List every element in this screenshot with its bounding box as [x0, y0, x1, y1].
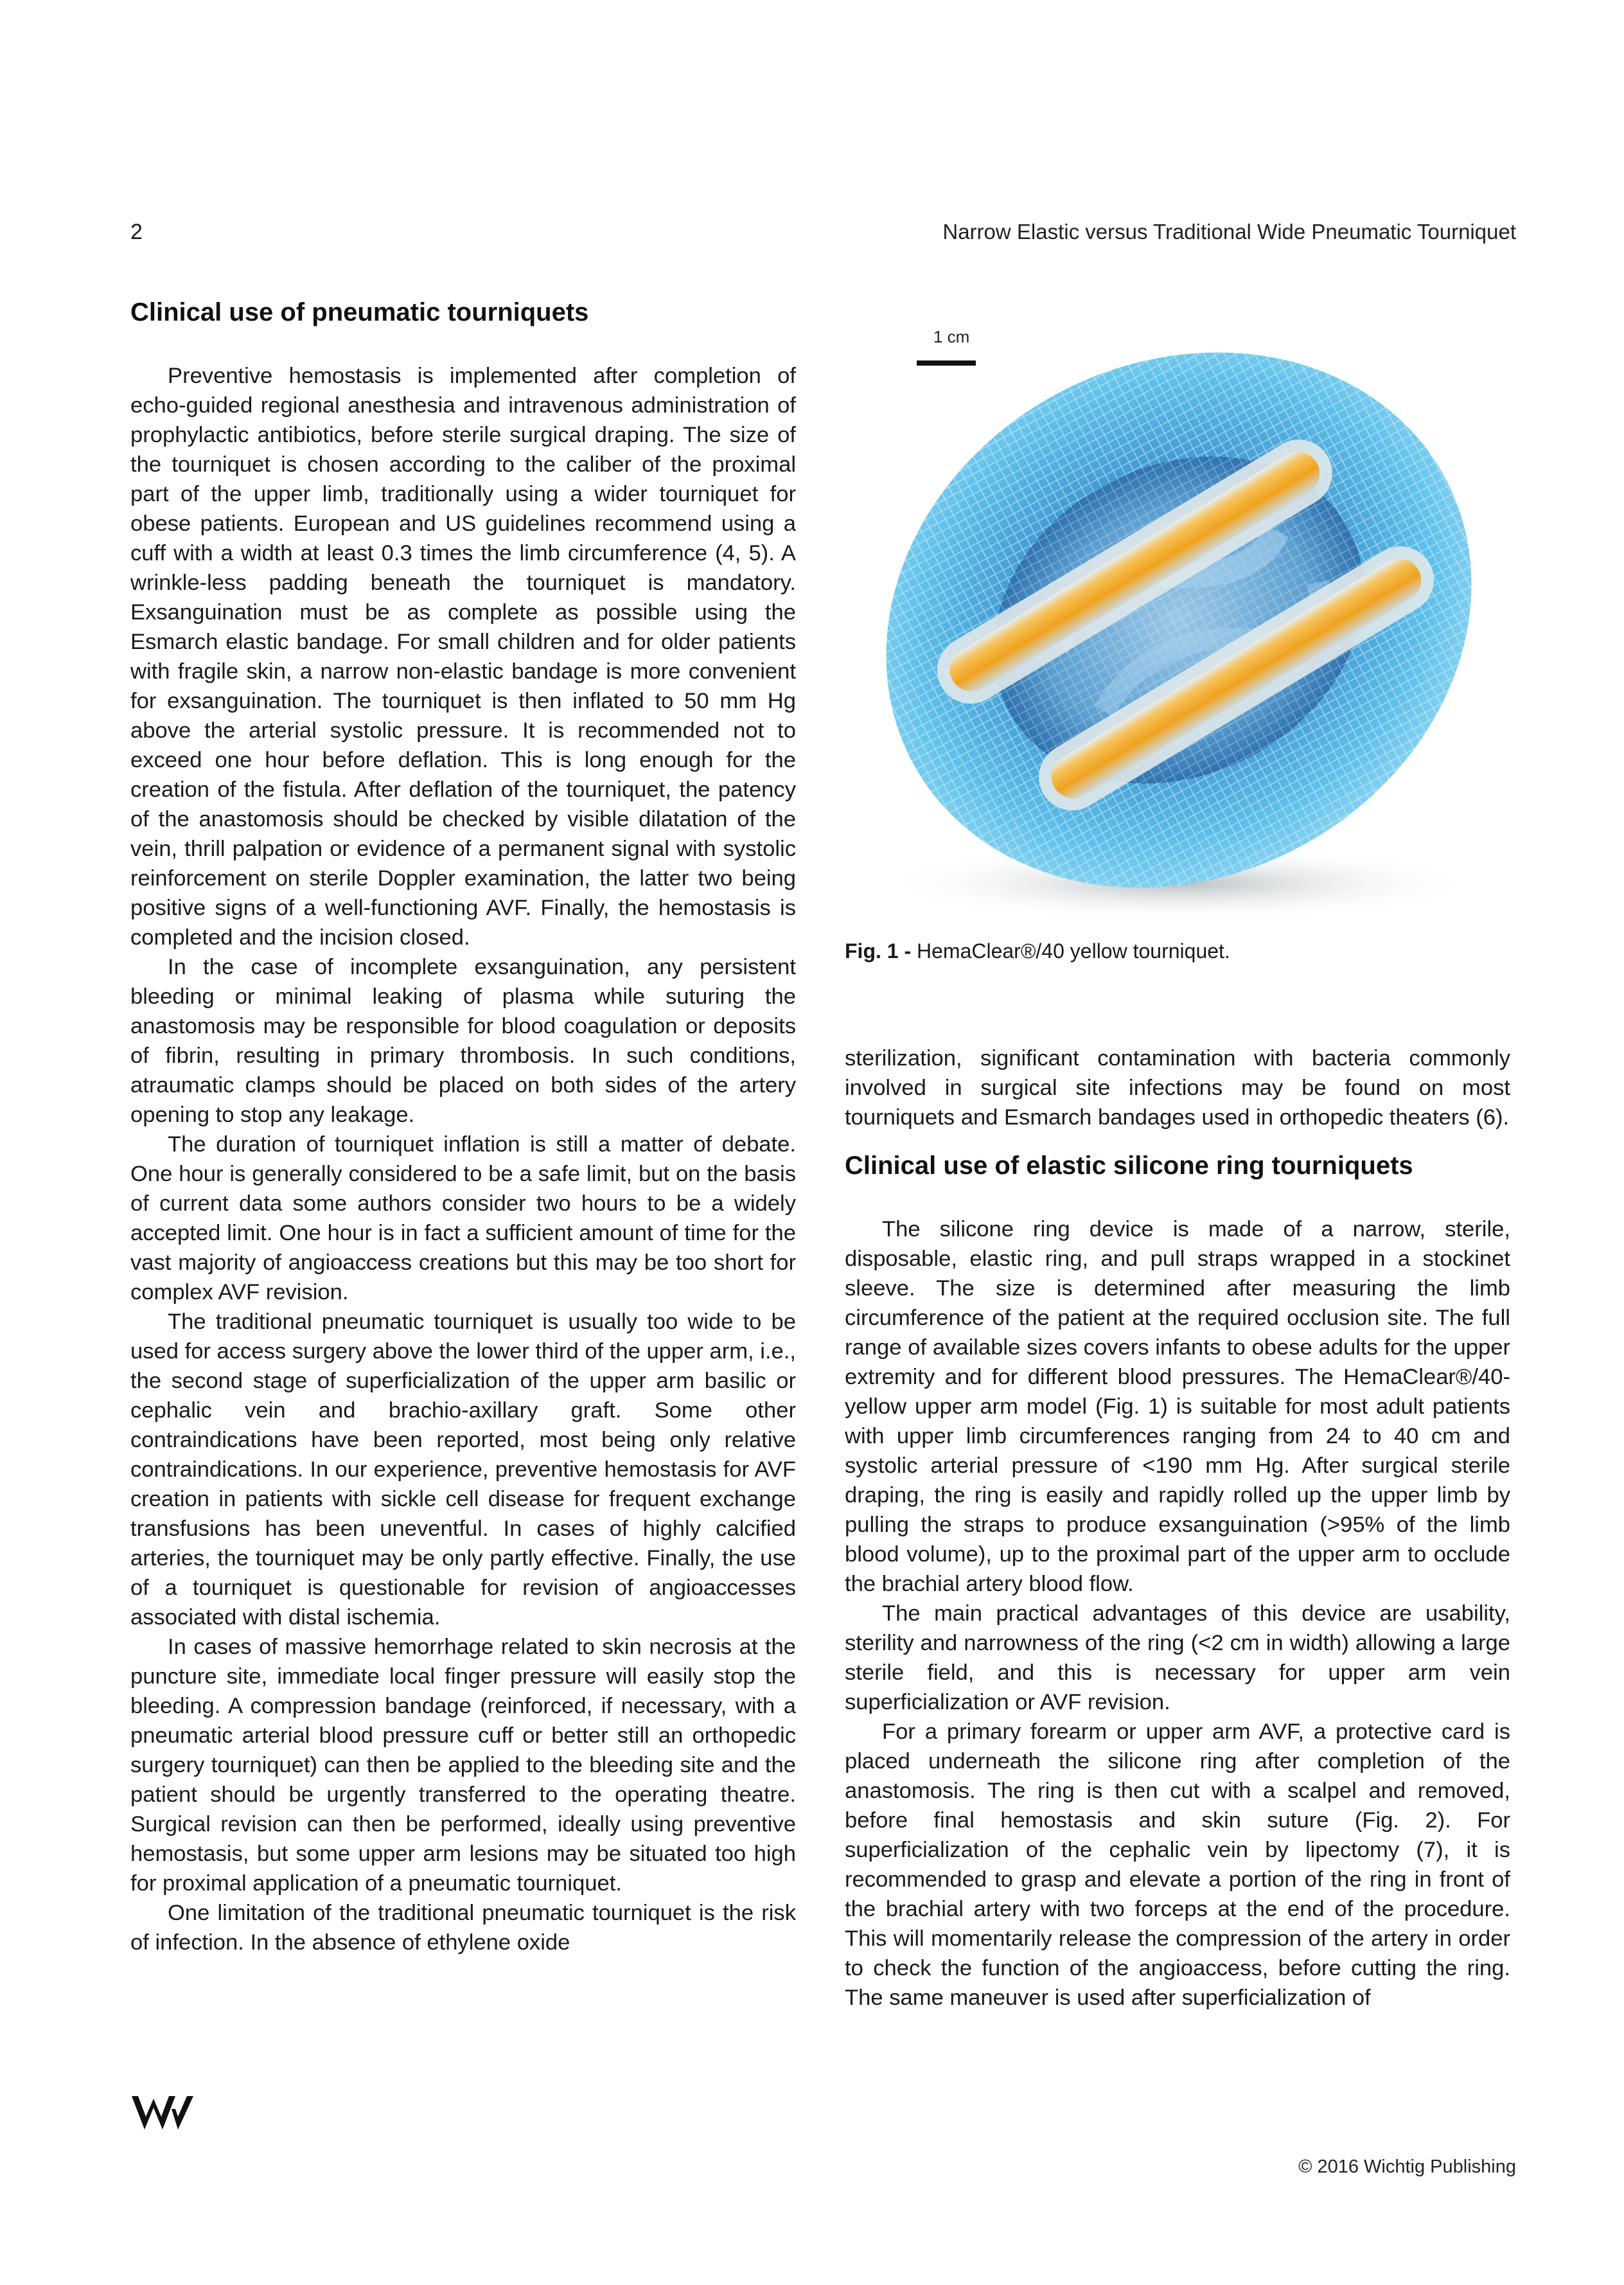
figure-caption — [845, 937, 1230, 965]
copyright-notice: © 2016 Wichtig Publishing — [1298, 2156, 1516, 2177]
page-number: 2 — [130, 220, 143, 244]
paragraph: The main practical advantages of this device are usability, sterility and narrowness of the ring (<2 cm in width) allowing a large sterile field, and this is necessary for upper arm vein superficialization or AVF revision. — [845, 1601, 1510, 1714]
section-heading-silicone: Clinical use of elastic silicone ring tourniquets — [845, 1151, 1413, 1180]
paragraph: The silicone ring device is made of a narrow, sterile, disposable, elastic ring, and pull straps wrapped in a stockinet sleeve. The size is determined after measuring the limb circumference of the patient at the required occlusion site. The full range of available sizes covers infants to obese adults for the upper extremity and for different blood pressures. The HemaClear®/40-yellow upper arm model (Fig. 1) is suitable for most adult patients with upper limb circumferences ranging from 24 to 40 cm and systolic arterial pressure of <190 mm Hg. After surgical sterile draping, the ring is easily and rapidly rolled up the upper limb by pulling the straps to produce exsanguination (>95% of the limb blood volume), up to the proximal part of the upper arm to occlude the brachial artery blood flow. — [845, 1217, 1510, 1596]
paragraph-continuation: sterilization, significant contamination with bacteria commonly involved in surgical site infections may be found on most tourniquets and Esmarch bandages used in orthopedic theaters (6). — [845, 1046, 1510, 1130]
left-column — [130, 296, 796, 1957]
paragraph: For a primary forearm or upper arm AVF, a protective card is placed underneath the silicone ring after completion of the anastomosis. The ring is then cut with a scalpel and removed, before final hemostasis and skin suture (Fig. 2). For superficialization of the cephalic vein by lipectomy (7), it is recommended to grasp and elevate a portion of the ring in front of the brachial artery with two forceps at the end of the procedure. This will momentarily release the compression of the artery in order to check the function of the angioaccess, before cutting the ring. The same maneuver is used after superficialization of — [845, 1720, 1510, 2010]
wichtig-logo-icon — [130, 2094, 195, 2132]
paragraph: The duration of tourniquet inflation is still a matter of debate. One hour is generally considered to be a safe limit, but on the basis of current data some authors consider two hours to be a widely accepted limit. One hour is in fact a sufficient amount of time for the vast majority of angioaccess creations but this may be too short for complex AVF revision. — [130, 1132, 796, 1304]
figure-tourniquet-photo — [845, 318, 1510, 922]
paragraph: In cases of massive hemorrhage related to skin necrosis at the puncture site, immediate local finger pressure will easily stop the bleeding. A compression bandage (reinforced, if necessary, with a pneumatic arterial blood pressure cuff or better still an orthopedic surgery tourniquet) can then be applied to the bleeding site and the patient should be urgently transferred to the operating theatre. Surgical revision can then be performed, ideally using preventive hemostasis, but some upper arm lesions may be situated too high for proximal application of a pneumatic tourniquet. — [130, 1635, 796, 1896]
right-column — [845, 1044, 1510, 2013]
paragraph: One limitation of the traditional pneumatic tourniquet is the risk of infection. In the absence of ethylene oxide — [130, 1901, 796, 1955]
paragraph: In the case of incomplete exsanguination, any persistent bleeding or minimal leaking of plasma while suturing the anastomosis may be responsible for blood coagulation or deposits of fibrin, resulting in primary thrombosis. In such conditions, atraumatic clamps should be placed on both sides of the artery opening to stop any leakage. — [130, 955, 796, 1127]
paragraph: Preventive hemostasis is implemented after completion of echo-guided regional anesthesia and intravenous administration of prophylactic antibiotics, before sterile surgical draping. The size of the tourniquet is chosen according to the caliber of the proximal part of the upper limb, traditionally using a wider tourniquet for obese patients. European and US guidelines recommend using a cuff with a width at least 0.3 times the limb circumference (4, 5). A wrinkle-less padding beneath the tourniquet is mandatory. Exsanguination must be as complete as possible using the Esmarch elastic bandage. For small children and for older patients with fragile skin, a narrow non-elastic bandage is more convenient for exsanguination. The tourniquet is then inflated to 50 mm Hg above the arterial systolic pressure. It is recommended not to exceed one hour before deflation. This is long enough for the creation of the fistula. After deflation of the tourniquet, the patency of the anastomosis should be checked by visible dilatation of the vein, thrill palpation or evidence of a permanent signal with systolic reinforcement on sterile Doppler examination, the latter two being positive signs of a well-functioning AVF. Finally, the hemostasis is completed and the incision closed. — [130, 364, 796, 950]
running-title: Narrow Elastic versus Traditional Wide Pneumatic Tourniquet — [942, 220, 1516, 244]
tourniquet-illustration — [845, 318, 1510, 922]
paragraph: The traditional pneumatic tourniquet is usually too wide to be used for access surgery above the lower third of the upper arm, i.e., the second stage of superficialization of the upper arm basilic or cephalic vein and brachio-axillary graft. Some other contraindications have been reported, most being only relative contraindications. In our experience, preventive hemostasis for AVF creation in patients with sickle cell disease for frequent exchange transfusions has been uneventful. In cases of highly calcified arteries, the tourniquet may be only partly effective. Finally, the use of a tourniquet is questionable for revision of angioaccesses associated with distal ischemia. — [130, 1310, 796, 1630]
section-heading-pneumatic: Clinical use of pneumatic tourniquets — [130, 298, 589, 326]
scale-bar — [917, 360, 976, 366]
caption-label: Fig. 1 - — [845, 939, 912, 963]
caption-text: HemaClear®/40 yellow tourniquet. — [911, 939, 1230, 963]
scale-bar-label: 1 cm — [933, 327, 970, 346]
